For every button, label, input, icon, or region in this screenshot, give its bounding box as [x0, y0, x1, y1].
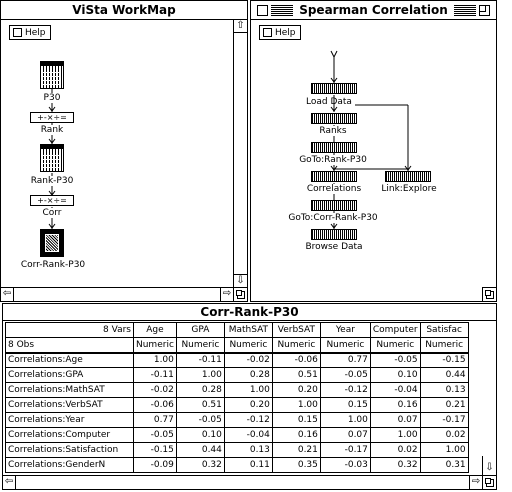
table-cell[interactable]: -0.05	[176, 413, 224, 428]
table-cell[interactable]: 0.16	[370, 398, 420, 413]
scroll-right-icon[interactable]: ⇨	[220, 288, 233, 301]
column-header[interactable]: MathSAT	[224, 323, 272, 338]
transform-rank-icon[interactable]: +-×÷=	[30, 112, 74, 123]
column-header[interactable]: Year	[320, 323, 370, 338]
workmap-vertical-scrollbar[interactable]	[233, 20, 247, 287]
table-row[interactable]	[6, 458, 469, 473]
model-icon[interactable]	[40, 229, 64, 257]
table-cell[interactable]: 0.13	[420, 383, 468, 398]
guide-label-link-explore: Link:Explore	[379, 184, 439, 194]
node-label-corr-rank-p30: Corr-Rank-P30	[16, 260, 90, 270]
table-cell[interactable]: -0.03	[320, 458, 370, 473]
help-label: Help	[275, 27, 296, 38]
column-type: Numeric	[370, 338, 420, 353]
node-label-rank-p30: Rank-P30	[30, 176, 74, 186]
guide-node-ranks[interactable]	[311, 113, 357, 124]
close-icon[interactable]	[257, 5, 268, 16]
column-type: Numeric	[176, 338, 224, 353]
table-cell[interactable]: 0.02	[370, 443, 420, 458]
table-cell[interactable]: -0.05	[370, 353, 420, 368]
table-cell[interactable]: 0.20	[224, 398, 272, 413]
data-table-icon[interactable]	[40, 144, 64, 172]
row-label[interactable]: Correlations:Computer	[6, 428, 134, 443]
scroll-up-icon[interactable]: ⇧	[234, 20, 247, 33]
table-cell[interactable]: 0.10	[370, 368, 420, 383]
table-cell[interactable]: 0.07	[320, 428, 370, 443]
table-cell[interactable]: 1.00	[370, 428, 420, 443]
table-type-row	[6, 338, 469, 353]
table-cell[interactable]: 0.28	[224, 368, 272, 383]
spearman-resize-icon[interactable]	[482, 287, 496, 301]
table-row[interactable]	[6, 383, 469, 398]
table-cell[interactable]: -0.09	[134, 458, 177, 473]
node-label-corr: Corr	[37, 208, 67, 218]
row-label[interactable]: Correlations:Satisfaction	[6, 443, 134, 458]
table-cell[interactable]: -0.04	[370, 383, 420, 398]
table-cell[interactable]: -0.12	[224, 413, 272, 428]
table-cell[interactable]: -0.04	[224, 428, 272, 443]
table-cell[interactable]: -0.06	[272, 353, 320, 368]
row-label[interactable]: Correlations:GenderN	[6, 458, 134, 473]
table-cell[interactable]: 0.21	[420, 398, 468, 413]
guide-label-correlations: Correlations	[304, 184, 364, 194]
guide-label-ranks: Ranks	[315, 126, 351, 136]
table-cell[interactable]: -0.05	[134, 428, 177, 443]
workmap-connectors	[1, 1, 233, 283]
guide-label-goto-rank: GoTo:Rank-P30	[297, 155, 369, 165]
column-type: Numeric	[134, 338, 177, 353]
spearman-title: Spearman Correlation	[293, 3, 454, 17]
zoom-icon[interactable]	[479, 5, 490, 16]
table-cell[interactable]: 1.00	[320, 413, 370, 428]
row-label[interactable]: Correlations:Year	[6, 413, 134, 428]
table-cell[interactable]: 0.32	[370, 458, 420, 473]
datasheet-vertical-scrollbar[interactable]	[482, 456, 496, 475]
table-cell[interactable]: 0.21	[272, 443, 320, 458]
table-cell[interactable]: 0.16	[272, 428, 320, 443]
datasheet-resize-icon[interactable]	[482, 475, 496, 489]
row-label[interactable]: Correlations:Age	[6, 353, 134, 368]
scroll-left-icon[interactable]: ⇦	[3, 476, 16, 489]
table-cell[interactable]: -0.12	[320, 383, 370, 398]
table-cell[interactable]: -0.11	[134, 368, 177, 383]
scroll-down-icon[interactable]: ⇩	[485, 462, 494, 473]
table-cell[interactable]: 0.02	[420, 428, 468, 443]
table-cell[interactable]: 0.20	[272, 383, 320, 398]
table-cell[interactable]: 0.15	[272, 413, 320, 428]
row-label[interactable]: Correlations:MathSAT	[6, 383, 134, 398]
spearman-window	[250, 0, 497, 302]
datasheet-titlebar[interactable]	[3, 304, 496, 321]
row-label[interactable]: Correlations:VerbSAT	[6, 398, 134, 413]
obs-count: 8 Obs	[6, 338, 134, 353]
column-header[interactable]: Computer	[370, 323, 420, 338]
table-cell[interactable]: 0.13	[224, 443, 272, 458]
guide-label-load-data: Load Data	[306, 97, 352, 107]
column-type: Numeric	[224, 338, 272, 353]
scroll-right-icon[interactable]: ⇨	[469, 476, 482, 489]
table-cell[interactable]: -0.15	[134, 443, 177, 458]
column-type: Numeric	[272, 338, 320, 353]
table-cell[interactable]: -0.17	[320, 443, 370, 458]
datasheet-horizontal-scrollbar[interactable]	[3, 475, 482, 489]
workmap-title: ViSta WorkMap	[66, 3, 181, 17]
table-row[interactable]	[6, 398, 469, 413]
column-header[interactable]: VerbSAT	[272, 323, 320, 338]
vars-count: 8 Vars	[6, 323, 134, 338]
table-cell[interactable]: -0.02	[224, 353, 272, 368]
table-cell[interactable]: 0.44	[420, 368, 468, 383]
guide-connectors	[251, 1, 497, 283]
table-cell[interactable]: 1.00	[176, 368, 224, 383]
workmap-window	[0, 0, 248, 302]
data-table-icon[interactable]	[40, 61, 64, 89]
guide-node-browse-data[interactable]	[311, 229, 357, 240]
workmap-resize-icon[interactable]	[233, 287, 247, 301]
table-cell[interactable]: 1.00	[272, 398, 320, 413]
table-cell[interactable]: 0.51	[176, 398, 224, 413]
workmap-horizontal-scrollbar[interactable]	[1, 287, 233, 301]
guide-node-link-explore[interactable]	[385, 171, 431, 182]
table-cell[interactable]: 0.32	[176, 458, 224, 473]
table-cell[interactable]: 1.00	[420, 443, 468, 458]
table-cell[interactable]: -0.05	[320, 368, 370, 383]
node-label-p30: P30	[39, 93, 65, 103]
guide-node-goto-rank[interactable]	[311, 142, 357, 153]
column-type: Numeric	[320, 338, 370, 353]
node-label-rank: Rank	[37, 125, 67, 135]
row-label[interactable]: Correlations:GPA	[6, 368, 134, 383]
table-cell[interactable]: 0.31	[420, 458, 468, 473]
guide-node-correlations[interactable]	[311, 171, 357, 182]
transform-corr-icon[interactable]: +-×÷=	[30, 195, 74, 206]
table-cell[interactable]: 1.00	[134, 353, 177, 368]
guide-label-goto-corr: GoTo:Corr-Rank-P30	[283, 213, 383, 223]
table-row[interactable]	[6, 368, 469, 383]
table-cell[interactable]: -0.15	[420, 353, 468, 368]
table-cell[interactable]: 0.44	[176, 443, 224, 458]
table-row[interactable]	[6, 353, 469, 368]
column-type: Numeric	[420, 338, 468, 353]
table-cell[interactable]: 0.07	[370, 413, 420, 428]
guide-node-goto-corr[interactable]	[311, 200, 357, 211]
column-header[interactable]: Age	[134, 323, 177, 338]
datasheet-title: Corr-Rank-P30	[194, 305, 304, 319]
table-cell[interactable]: 0.15	[320, 398, 370, 413]
column-header[interactable]: GPA	[176, 323, 224, 338]
data-table	[5, 322, 469, 473]
table-cell[interactable]: 0.51	[272, 368, 320, 383]
table-cell[interactable]: -0.06	[134, 398, 177, 413]
scroll-left-icon[interactable]: ⇦	[1, 288, 14, 301]
table-cell[interactable]: 0.10	[176, 428, 224, 443]
datasheet-window	[2, 303, 497, 490]
column-header[interactable]: Satisfac	[420, 323, 468, 338]
table-cell[interactable]: -0.02	[134, 383, 177, 398]
scroll-down-icon[interactable]: ⇩	[234, 274, 247, 287]
table-cell[interactable]: 0.28	[176, 383, 224, 398]
table-cell[interactable]: 0.35	[272, 458, 320, 473]
table-cell[interactable]: -0.11	[176, 353, 224, 368]
table-cell[interactable]: 1.00	[224, 383, 272, 398]
table-header-row	[6, 323, 469, 338]
guide-label-browse-data: Browse Data	[302, 242, 366, 252]
table-row[interactable]	[6, 443, 469, 458]
table-cell[interactable]: 0.77	[134, 413, 177, 428]
table-cell[interactable]: -0.17	[420, 413, 468, 428]
help-label: Help	[25, 27, 46, 38]
table-row[interactable]	[6, 428, 469, 443]
guide-node-load-data[interactable]	[311, 83, 357, 94]
table-row[interactable]	[6, 413, 469, 428]
table-cell[interactable]: 0.11	[224, 458, 272, 473]
table-cell[interactable]: 0.77	[320, 353, 370, 368]
